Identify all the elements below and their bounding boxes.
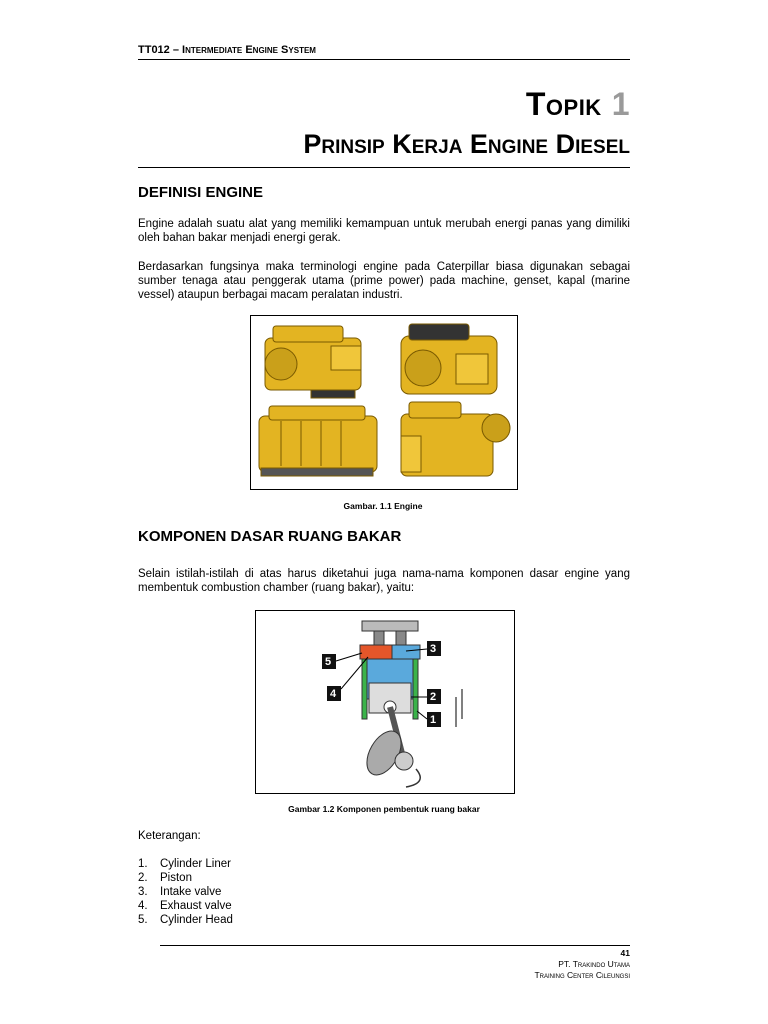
section-heading-komponen: KOMPONEN DASAR RUANG BAKAR [138, 528, 402, 545]
topic-word: Topik [525, 86, 602, 122]
cylinder-liner-shape [362, 659, 367, 719]
paragraph-function: Berdasarkan fungsinya maka terminologi engine pada Caterpillar biasa digunakan sebagai sumber tenaga atau penggerak utama (prime power) pada machine, genset, kapal (marine vessel) ataupun berbagai macam peralatan industri. [138, 261, 630, 301]
svg-text:2: 2 [430, 691, 437, 703]
list-item: 5. Cylinder Head [138, 914, 233, 926]
topic-label [526, 86, 630, 123]
list-item: 4. Exhaust valve [138, 900, 232, 912]
list-item: 1. Cylinder Liner [138, 858, 231, 870]
svg-text:4: 4 [330, 688, 337, 700]
course-code: TT012 – [138, 44, 179, 56]
callout-5 [322, 653, 362, 669]
section-heading-definisi: DEFINISI ENGINE [138, 184, 264, 201]
engine-image-1 [265, 326, 361, 398]
callout-1 [417, 711, 441, 727]
footer-company: PT. Trakindo Utama [558, 959, 630, 969]
engine-photos-illustration [251, 316, 517, 489]
chapter-title: Prinsip Kerja Engine Diesel [303, 129, 630, 159]
footer-training-center: Training Center Cileungsi [534, 970, 630, 980]
svg-text:1: 1 [430, 714, 437, 726]
running-header [138, 44, 316, 56]
list-item: 3. Intake valve [138, 886, 222, 898]
svg-text:3: 3 [430, 643, 437, 655]
engine-image-3 [259, 406, 377, 476]
legend-title: Keterangan: [138, 830, 201, 842]
header-rule [138, 59, 630, 60]
course-title: Intermediate Engine System [182, 44, 316, 56]
footer-rule [160, 945, 630, 946]
topic-number: 1 [611, 86, 630, 122]
engine-image-2 [401, 324, 497, 394]
engine-image-4 [401, 402, 510, 476]
list-item: 2. Piston [138, 872, 192, 884]
page-number: 41 [620, 948, 630, 958]
engine-figure [250, 315, 518, 490]
paragraph-definition: Engine adalah suatu alat yang memiliki kemampuan untuk merubah energi panas yang dimiliki oleh bahan bakar menjadi energi gerak. [138, 218, 630, 244]
paragraph-components: Selain istilah-istilah di atas harus diketahui juga nama-nama komponen dasar engine yang membentuk combustion chamber (ruang bakar), yaitu: [138, 568, 630, 594]
component-list [138, 857, 233, 927]
title-rule [138, 167, 630, 168]
figure-caption-chamber: Gambar 1.2 Komponen pembentuk ruang bakar [288, 804, 480, 814]
combustion-chamber-diagram [256, 611, 514, 793]
svg-text:5: 5 [325, 656, 332, 668]
combustion-chamber-figure [255, 610, 515, 794]
figure-caption-engine: Gambar. 1.1 Engine [343, 501, 423, 511]
